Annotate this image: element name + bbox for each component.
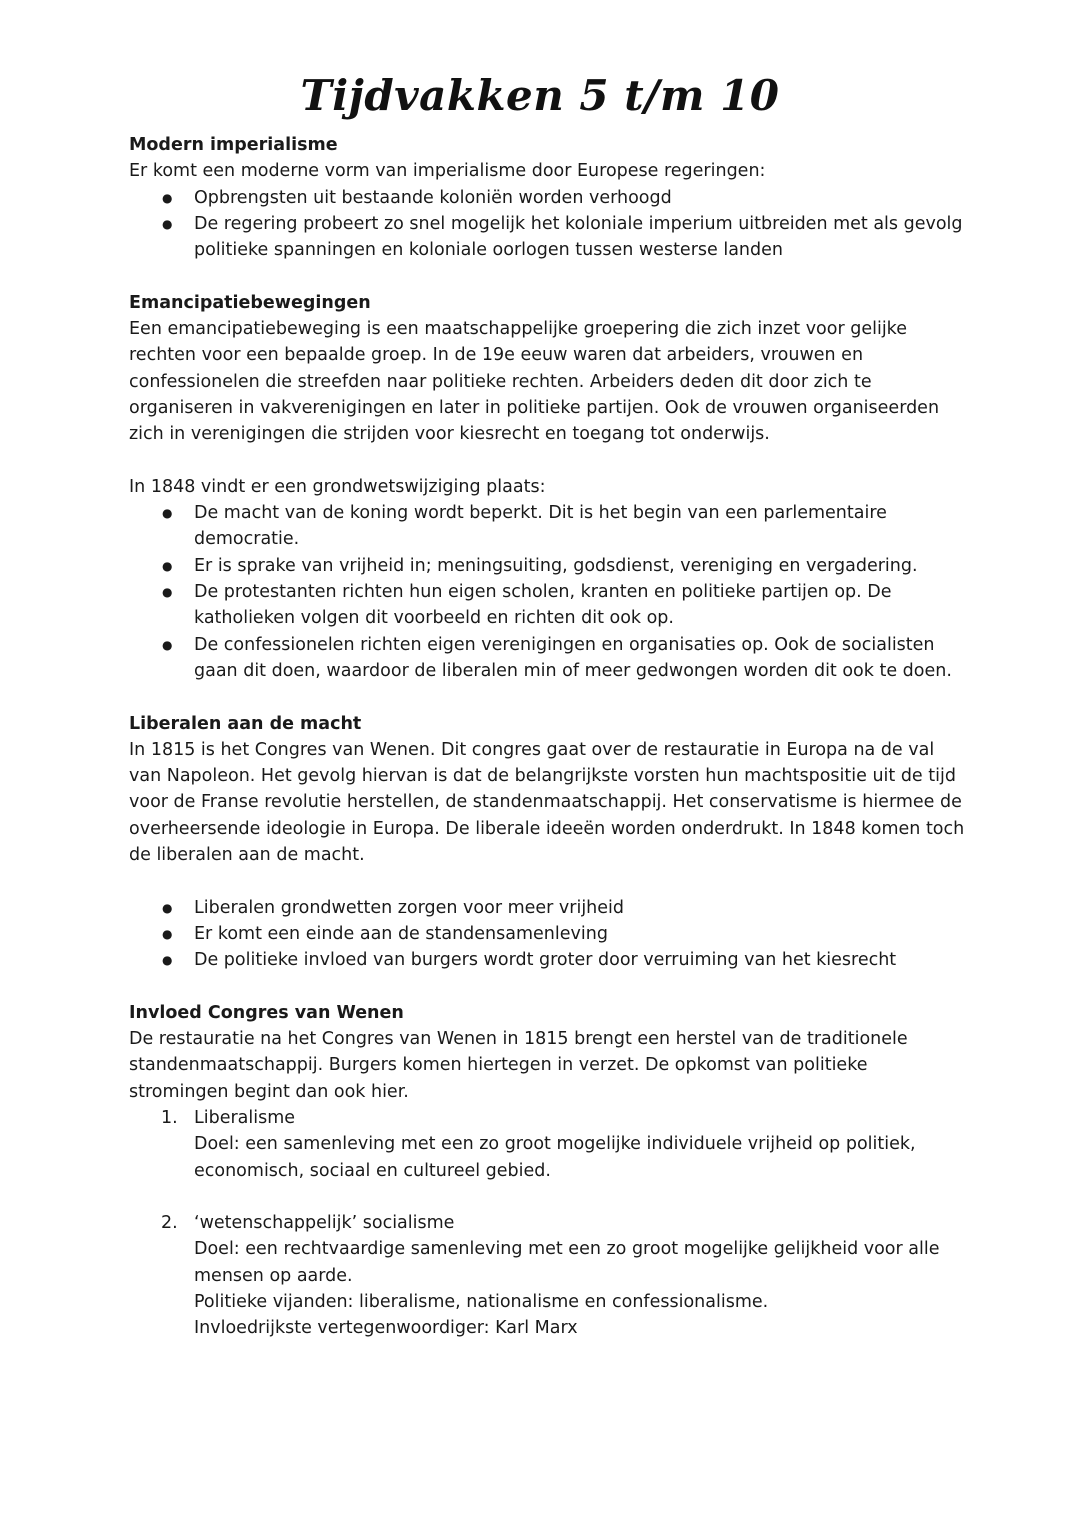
section-paragraph: De restauratie na het Congres van Wenen in 1815 brengt een herstel van de traditionele standenmaatschappij. Burgers komen hiertegen in verzet. De opkomst van politieke stromingen begint dan ook hier. (129, 1029, 908, 1102)
item-name: Liberalisme (194, 1107, 296, 1128)
bullet-item: ● De protestanten richten hun eigen scholen, kranten en politieke partijen op. De katholieken volgen dit voorbeeld en richten dit ook op. (194, 579, 969, 632)
bullet-list (129, 895, 969, 974)
section-invloed-congres-van-wenen (129, 1000, 969, 1342)
section-heading: Invloed Congres van Wenen (129, 1002, 404, 1023)
section-heading: Liberalen aan de macht (129, 713, 362, 734)
bullet-item: ● Liberalen grondwetten zorgen voor meer vrijheid (194, 895, 969, 921)
section-intro: Er komt een moderne vorm van imperialisme door Europese regeringen: (129, 161, 766, 182)
numbered-item-liberalisme (161, 1105, 969, 1184)
bullet-item: ● De macht van de koning wordt beperkt. Dit is het begin van een parlementaire democratie. (194, 500, 969, 553)
item-line: Invloedrijkste vertegenwoordiger: Karl Marx (194, 1318, 578, 1339)
numbered-item-spacer (194, 1184, 969, 1210)
section-modern-imperialisme (129, 132, 969, 263)
section-paragraph: In 1815 is het Congres van Wenen. Dit congres gaat over de restauratie in Europa na de val van Napoleon. Het gevolg hiervan is dat de belangrijkste vorsten hun machtspositie uit de tijd voor de Franse revolutie herstellen, de standenmaatschappij. Het conservatisme is hiermee de overheersende ideologie in Europa. De liberale ideeën worden onderdrukt. In 1848 komen toch de liberalen aan de macht. (129, 739, 965, 866)
bullet-list (129, 185, 969, 264)
section-emancipatiebewegingen (129, 290, 969, 684)
document-body (129, 132, 969, 1368)
bullet-list (129, 500, 969, 684)
item-line: Doel: een samenleving met een zo groot mogelijke individuele vrijheid op politiek, economisch, sociaal en cultureel gebied. (194, 1134, 916, 1181)
section-paragraph: Een emancipatiebeweging is een maatschappelijke groepering die zich inzet voor gelijke rechten voor een bepaalde groep. In de 19e eeuw waren dat arbeiders, vrouwen en confessionelen die streefden naar politieke rechten. Arbeiders deden dit door zich te organiseren in vakverenigingen en later in politieke partijen. Ook de vrouwen organiseerden zich in verenigingen die strijden voor kiesrecht en toegang tot onderwijs. (129, 319, 940, 445)
section-heading: Emancipatiebewegingen (129, 292, 371, 313)
bullet-item: ● De confessionelen richten eigen verenigingen en organisaties op. Ook de socialisten gaan dit doen, waardoor de liberalen min of meer gedwongen worden dit ook te doen. (194, 632, 969, 685)
bullet-item: ● Opbrengsten uit bestaande koloniën worden verhoogd (194, 185, 969, 211)
section-heading: Modern imperialisme (129, 135, 338, 155)
bullet-item: ● Er komt een einde aan de standensamenleving (194, 921, 969, 947)
bullet-item: ● De politieke invloed van burgers wordt groter door verruiming van het kiesrecht (194, 947, 969, 973)
numbered-item-socialisme (161, 1210, 969, 1341)
item-name: ‘wetenschappelijk’ socialisme (194, 1213, 455, 1234)
item-line: Politieke vijanden: liberalisme, nationalisme en confessionalisme. (194, 1292, 769, 1313)
item-number: 1. (161, 1107, 178, 1128)
bullet-item: ● De regering probeert zo snel mogelijk het koloniale imperium uitbreiden met als gevolg politieke spanningen en koloniale oorlogen tussen westerse landen (194, 211, 969, 264)
item-number: 2. (161, 1213, 178, 1234)
section-liberalen-aan-de-macht (129, 711, 969, 974)
numbered-list (129, 1105, 969, 1342)
item-line: Doel: een rechtvaardige samenleving met een zo groot mogelijke gelijkheid voor alle mensen op aarde. (194, 1239, 940, 1286)
section-intro: In 1848 vindt er een grondwetswijziging plaats: (129, 476, 546, 497)
bullet-item: ● Er is sprake van vrijheid in; meningsuiting, godsdienst, vereniging en vergadering. (194, 553, 969, 579)
page-title: Tijdvakken 5 t/m 10 (300, 71, 780, 120)
